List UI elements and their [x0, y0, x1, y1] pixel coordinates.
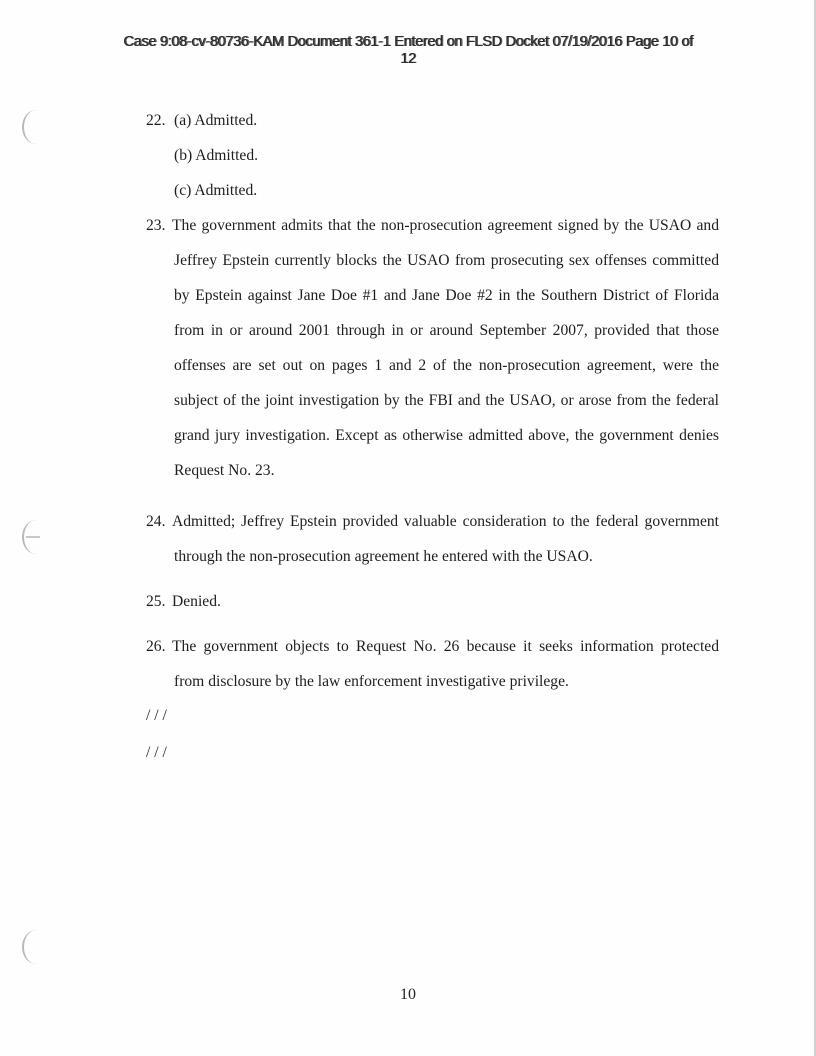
section-separator: / / / [146, 707, 167, 724]
page-number: 10 [400, 986, 416, 1003]
para-23-number: 23. [146, 217, 166, 234]
para-24-number: 24. [146, 513, 166, 530]
para-26-line: The government objects to Request No. 26 because it seeks information protected [172, 638, 719, 655]
para-24-line: through the non-prosecution agreement he entered with the USAO. [174, 548, 593, 565]
para-23-line: Request No. 23. [174, 462, 275, 479]
para-22-a: (a) Admitted. [174, 112, 258, 129]
para-22-b: (b) Admitted. [174, 147, 259, 164]
para-23-line: subject of the joint investigation by the FBI and the USAO, or arose from the federal [174, 392, 719, 409]
para-25-text: Denied. [172, 593, 221, 610]
para-23-line: offenses are set out on pages 1 and 2 of the non-prosecution agreement, were the [174, 357, 719, 374]
para-26-line: from disclosure by the law enforcement investigative privilege. [174, 673, 569, 690]
header-case-line: Case 9:08-cv-80736-KAM Document 361-1 Entered on FLSD Docket 07/19/2016 Page 10 of [123, 34, 693, 50]
para-23-line: The government admits that the non-prosecution agreement signed by the USAO and [172, 217, 719, 234]
para-26-number: 26. [146, 638, 166, 655]
para-22-number: 22. [146, 112, 166, 129]
para-23-line: Jeffrey Epstein currently blocks the USAO from prosecuting sex offenses committed [174, 252, 719, 269]
header-page-total: 12 [400, 51, 416, 67]
section-separator: / / / [146, 744, 167, 761]
para-23-line: grand jury investigation. Except as otherwise admitted above, the government denies [174, 427, 719, 444]
para-23-line: from in or around 2001 through in or around September 2007, provided that those [174, 322, 719, 339]
para-23-line: by Epstein against Jane Doe #1 and Jane Doe #2 in the Southern District of Florida [174, 287, 719, 304]
para-22-c: (c) Admitted. [174, 182, 258, 199]
para-24-line: Admitted; Jeffrey Epstein provided valuable consideration to the federal government [172, 513, 719, 530]
para-25-number: 25. [146, 593, 166, 610]
